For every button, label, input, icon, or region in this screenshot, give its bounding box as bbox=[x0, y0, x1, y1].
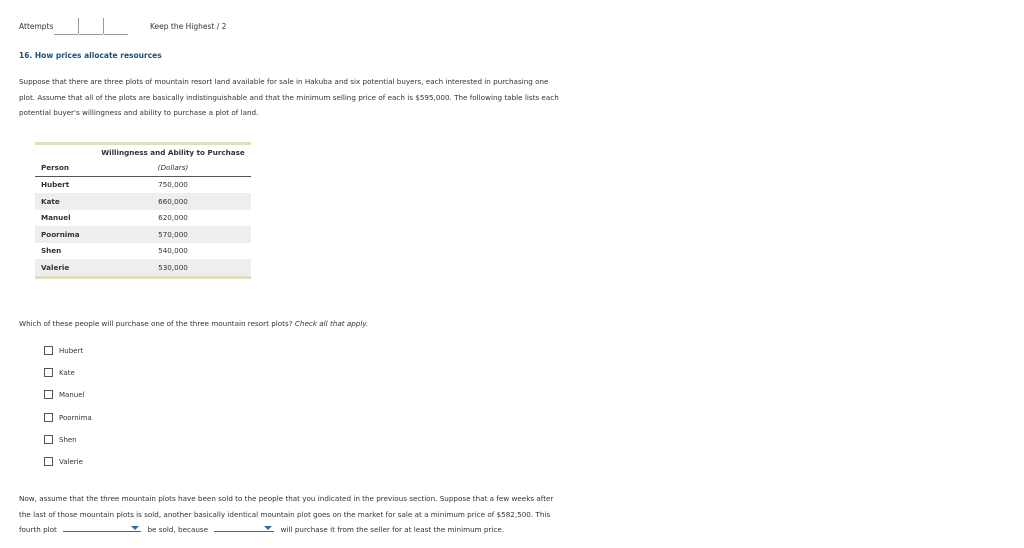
option-shen[interactable] bbox=[44, 435, 77, 444]
option-label: Poornima bbox=[59, 413, 92, 422]
option-label: Valerie bbox=[59, 457, 83, 466]
table-row: Manuel 620,000 bbox=[41, 213, 188, 223]
checkbox[interactable] bbox=[44, 435, 53, 444]
option-valerie[interactable] bbox=[44, 457, 83, 466]
intro-line: plot. Assume that all of the plots are basically indistinguishable and that the minimum selling price of each is $595,000. The following table lists each bbox=[19, 92, 559, 102]
option-label: Hubert bbox=[59, 346, 84, 355]
question-title: 16. How prices allocate resources bbox=[19, 51, 162, 60]
checkbox[interactable] bbox=[44, 413, 53, 422]
chevron-down-icon bbox=[264, 526, 272, 530]
table-header-unit: (Dollars) bbox=[95, 159, 251, 176]
intro-line: Suppose that there are three plots of mountain resort land available for sale in Hakuba and six potential buyers, each interested in purchasing one bbox=[19, 77, 549, 86]
checkbox[interactable] bbox=[44, 346, 53, 355]
checkbox[interactable] bbox=[44, 457, 53, 466]
buyer-dropdown[interactable] bbox=[214, 523, 274, 532]
part1-prompt-hint: Check all that apply. bbox=[294, 319, 369, 328]
option-label: Manuel bbox=[59, 390, 85, 399]
wtp-table bbox=[35, 142, 251, 279]
attempt-box-3 bbox=[104, 18, 128, 35]
intro-line: potential buyer's willingness and ability to purchase a plot of land. bbox=[19, 108, 259, 117]
table-bottom-rule bbox=[35, 276, 251, 279]
option-hubert[interactable] bbox=[44, 346, 83, 355]
keep-highest-label: Keep the Highest / 2 bbox=[150, 22, 227, 31]
option-poornima[interactable] bbox=[44, 413, 92, 422]
table-row: Shen 540,000 bbox=[41, 246, 188, 256]
option-label: Kate bbox=[59, 368, 75, 377]
option-label: Shen bbox=[59, 435, 77, 444]
part2-line-3 bbox=[19, 522, 609, 538]
will-wont-dropdown[interactable] bbox=[63, 523, 141, 532]
option-manuel[interactable] bbox=[44, 390, 84, 399]
table-row: Kate 660,000 bbox=[35, 193, 251, 210]
table-header-wtp: Willingness and Ability to Purchase bbox=[101, 147, 245, 157]
part2-text: be sold, because bbox=[147, 525, 209, 534]
checkbox[interactable] bbox=[44, 368, 53, 377]
attempt-box-2 bbox=[79, 18, 103, 35]
part2-text: fourth plot bbox=[19, 525, 57, 534]
table-row: Hubert 750,000 bbox=[41, 180, 188, 190]
attempts-label: Attempts bbox=[19, 22, 54, 31]
table-row: Poornima 570,000 bbox=[35, 226, 251, 243]
chevron-down-icon bbox=[131, 526, 139, 530]
part1-prompt bbox=[19, 319, 368, 328]
table-row: Valerie 530,000 bbox=[35, 259, 251, 276]
checkbox[interactable] bbox=[44, 390, 53, 399]
part2-line: the last of those mountain plots is sold, another basically identical mountain plot goes on the market for sale at a minimum price of $582,500. This bbox=[19, 509, 551, 519]
part1-prompt-text: Which of these people will purchase one of the three mountain resort plots? bbox=[19, 319, 293, 328]
attempt-box-1 bbox=[54, 18, 78, 35]
part2-text: will purchase it from the seller for at least the minimum price. bbox=[280, 525, 505, 534]
table-header-person: Person bbox=[35, 159, 95, 176]
part2-line: Now, assume that the three mountain plots have been sold to the people that you indicated in the previous section. Suppose that a few weeks after bbox=[19, 494, 554, 503]
option-kate[interactable] bbox=[44, 368, 75, 377]
